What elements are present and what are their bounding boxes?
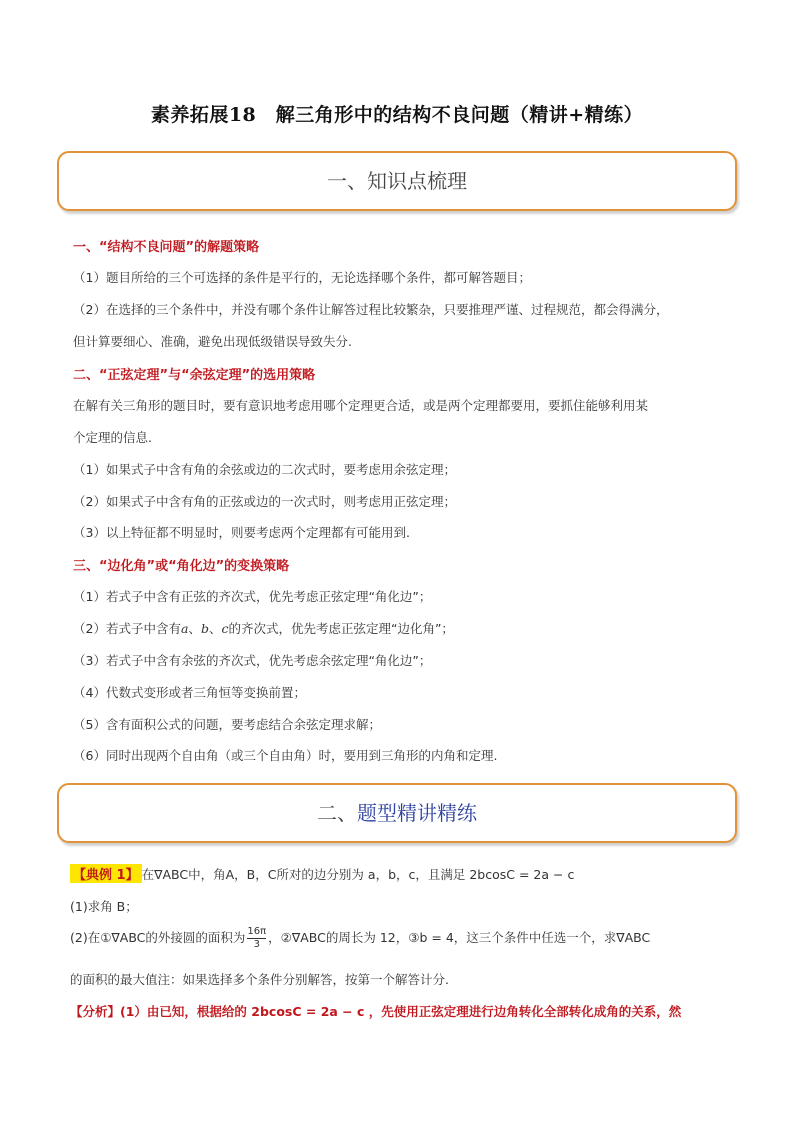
k1-p1: （1）题目所给的三个可选择的条件是平行的，无论选择哪个条件，都可解答题目； <box>73 270 531 285</box>
k3-p6: （6）同时出现两个自由角（或三个自由角）时，要用到三角形的内角和定理. <box>73 748 498 763</box>
k1-heading: 一、“结构不良问题”的解题策略 <box>73 240 260 255</box>
example-tag: 【典例 1】 <box>70 864 142 883</box>
k3-p3: （3）若式子中含有余弦的齐次式，优先考虑余弦定理“角化边”； <box>73 653 432 668</box>
k2-p2: （2）如果式子中含有角的正弦或边的一次式时，则考虑用正弦定理； <box>73 494 456 509</box>
example-q2: (2)在①∇ABC的外接圆的面积为 $\frac{16\pi}{3}$ ，②∇ABC的周长为 12，③b = 4，这三个条件中任选一个，求∇ABC <box>70 926 651 950</box>
k2-heading: 二、“正弦定理”与“余弦定理”的选用策略 <box>73 368 316 383</box>
section-header-examples <box>57 783 737 843</box>
example-stem <box>70 864 574 883</box>
example-stem-text: 在∇ABC中，角A，B，C所对的边分别为 a，b，c，且满足 2bcosC = 2a − c <box>141 867 575 882</box>
k2-p3: （3）以上特征都不明显时，则要考虑两个定理都有可能用到. <box>73 525 410 540</box>
k2-intro-a: 在解有关三角形的题目时，要有意识地考虑用哪个定理更合适，或是两个定理都要用，要抓住能够利用某 <box>73 398 649 413</box>
example-q2-cont: 的面积的最大值注：如果选择多个条件分别解答，按第一个解答计分. <box>70 972 449 987</box>
k2-p1: （1）如果式子中含有角的余弦或边的二次式时，要考虑用余弦定理； <box>73 462 456 477</box>
k2-intro-b: 个定理的信息. <box>73 430 152 445</box>
k3-p4: （4）代数式变形或者三角恒等变换前置； <box>73 685 306 700</box>
k3-heading: 三、“边化角”或“角化边”的变换策略 <box>73 559 290 574</box>
example-q1: (1)求角 B； <box>70 899 138 914</box>
example-analysis: 【分析】(1）由已知，根据给的 2bcosC = 2a − c ，先使用正弦定理进行边角转化全部转化成角的关系，然 <box>70 1004 682 1019</box>
k3-p2: （2）若式子中含有a、b、c的齐次式，优先考虑正弦定理“边化角”； <box>73 621 454 636</box>
k3-p5: （5）含有面积公式的问题，要考虑结合余弦定理求解； <box>73 717 381 732</box>
k1-p2a: （2）在选择的三个条件中，并没有哪个条件让解答过程比较繁杂，只要推理严谨、过程规范，都会得满分， <box>73 302 669 317</box>
section2-prefix: 二、 <box>317 801 357 825</box>
fraction: $\frac{16\pi}{3}$ <box>247 926 267 950</box>
section-header-knowledge: 一、知识点梳理 <box>57 151 737 211</box>
section2-title: 题型精讲精练 <box>357 801 477 825</box>
k3-p1: （1）若式子中含有正弦的齐次式，优先考虑正弦定理“角化边”； <box>73 589 432 604</box>
page-title: 素养拓展18 解三角形中的结构不良问题（精讲+精练） <box>150 104 644 126</box>
k1-p2b: 但计算要细心、准确，避免出现低级错误导致失分. <box>73 334 352 349</box>
